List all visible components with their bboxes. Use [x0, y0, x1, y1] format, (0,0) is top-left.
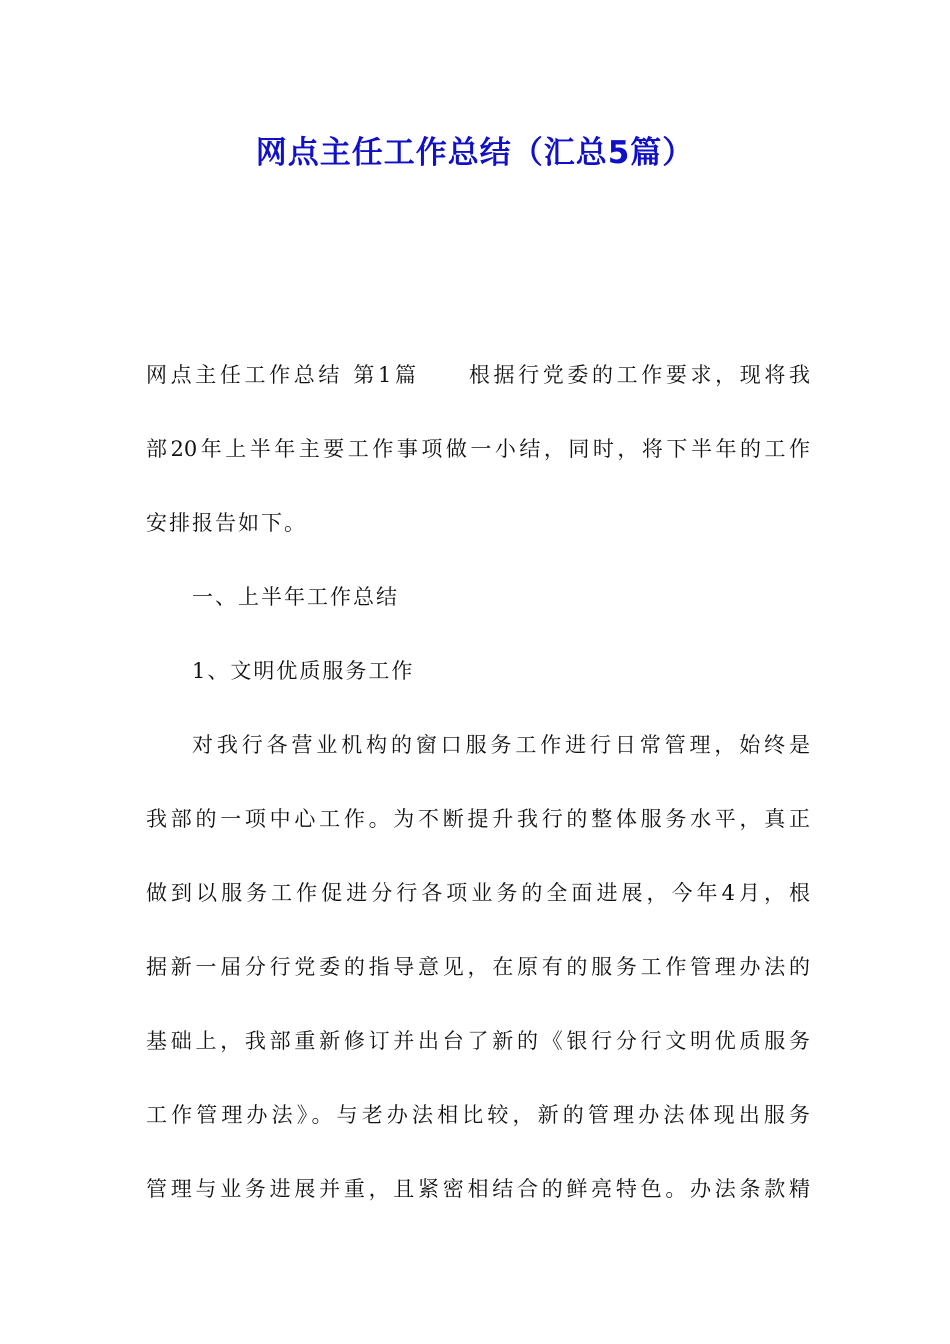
body-line: 我部的一项中心工作。为不断提升我行的整体服务水平，真正 — [146, 807, 810, 831]
document-title: 网点主任工作总结（汇总5篇） — [255, 135, 695, 171]
document-body — [146, 338, 810, 1226]
body-line: 据新一届分行党委的指导意见，在原有的服务工作管理办法的 — [146, 955, 810, 979]
body-line: 部20年上半年主要工作事项做一小结，同时，将下半年的工作 — [146, 437, 810, 461]
body-line: 做到以服务工作促进分行各项业务的全面进展，今年4月，根 — [146, 881, 810, 905]
body-line: 管理与业务进展并重，且紧密相结合的鲜亮特色。办法条款精 — [146, 1177, 810, 1201]
section-heading: 一、上半年工作总结 — [192, 585, 399, 609]
body-line: 网点主任工作总结 第1篇 根据行党委的工作要求，现将我 — [146, 363, 810, 387]
body-line: 安排报告如下。 — [146, 511, 307, 535]
body-line: 工作管理办法》。与老办法相比较，新的管理办法体现出服务 — [146, 1103, 810, 1127]
subsection-heading: 1、文明优质服务工作 — [192, 659, 415, 683]
body-line: 对我行各营业机构的窗口服务工作进行日常管理，始终是 — [192, 733, 810, 757]
body-line: 基础上，我部重新修订并出台了新的《银行分行文明优质服务 — [146, 1029, 810, 1053]
